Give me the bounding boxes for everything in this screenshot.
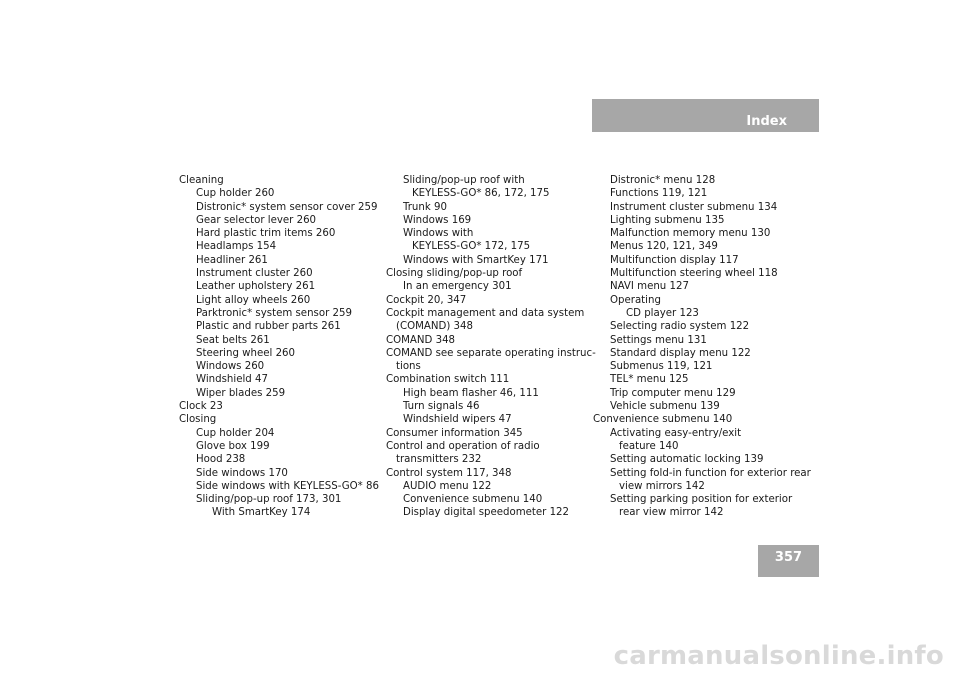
section-title: Index <box>746 114 787 129</box>
index-entry: Combination switch 111 <box>386 374 510 386</box>
index-entry: Closing sliding/pop-up roof <box>386 268 523 280</box>
index-entry: Steering wheel 260 <box>196 347 296 359</box>
index-entry: Instrument cluster submenu 134 <box>610 201 778 213</box>
index-entry: Convenience submenu 140 <box>403 494 543 506</box>
index-entry: Light alloy wheels 260 <box>196 294 311 306</box>
page-number: 357 <box>774 550 803 565</box>
index-entry: Trip computer menu 129 <box>610 387 736 399</box>
index-entry: Setting parking position for exterior <box>610 494 793 506</box>
index-entry: Leather upholstery 261 <box>196 281 316 293</box>
index-entry: Distronic* system sensor cover 259 <box>196 201 378 213</box>
index-entry: Trunk 90 <box>403 201 447 213</box>
index-entry: Windows with <box>403 228 474 240</box>
index-entry: Hood 238 <box>196 454 246 466</box>
index-entry: Submenus 119, 121 <box>610 361 713 373</box>
index-entry: Wiper blades 259 <box>196 387 286 399</box>
index-entry: tions <box>396 361 421 373</box>
index-entry: Multifunction steering wheel 118 <box>610 268 778 280</box>
index-entry: COMAND see separate operating instruc- <box>386 347 596 359</box>
index-entry: Setting fold-in function for exterior rear <box>610 467 811 479</box>
index-entry: Windows 260 <box>196 361 265 373</box>
index-entry: With SmartKey 174 <box>212 507 311 519</box>
index-entry: Cockpit management and data system <box>386 307 585 319</box>
index-entry: Windshield wipers 47 <box>403 414 512 426</box>
index-entry: Display digital speedometer 122 <box>403 507 570 519</box>
index-entry: Vehicle submenu 139 <box>610 401 720 413</box>
index-entry: NAVI menu 127 <box>610 281 689 293</box>
index-entry: Closing <box>179 414 217 426</box>
index-entry: COMAND 348 <box>386 334 456 346</box>
index-entry: Side windows with KEYLESS-GO* 86 <box>196 480 379 492</box>
index-entry: Windows 169 <box>403 214 472 226</box>
index-entry: Side windows 170 <box>196 467 288 479</box>
index-entry: Sliding/pop-up roof 173, 301 <box>196 494 342 506</box>
index-entry: Seat belts 261 <box>196 334 270 346</box>
index-entry: (COMAND) 348 <box>396 321 473 333</box>
index-entry: Turn signals 46 <box>403 401 480 413</box>
index-entry: Clock 23 <box>179 401 223 413</box>
index-entry: Headliner 261 <box>196 254 268 266</box>
index-entry: Selecting radio system 122 <box>610 321 750 333</box>
index-entry: Plastic and rubber parts 261 <box>196 321 341 333</box>
index-entry: Gear selector lever 260 <box>196 214 317 226</box>
index-entry: Control and operation of radio <box>386 440 540 452</box>
section-header-tab <box>592 99 819 132</box>
index-entry: Standard display menu 122 <box>610 347 751 359</box>
index-entry: Cleaning <box>179 175 224 186</box>
index-column-2 <box>386 174 596 520</box>
page-number-tab <box>758 545 819 577</box>
index-entry: Setting automatic locking 139 <box>610 454 764 466</box>
index-entry: Cup holder 204 <box>196 427 275 439</box>
index-entry: feature 140 <box>619 440 679 452</box>
index-entry: Headlamps 154 <box>196 241 277 253</box>
index-entry: Control system 117, 348 <box>386 467 512 479</box>
index-entry: Functions 119, 121 <box>610 188 708 200</box>
index-entry: rear view mirror 142 <box>619 507 724 519</box>
index-entry: Lighting submenu 135 <box>610 214 725 226</box>
index-entry: Distronic* menu 128 <box>610 175 716 186</box>
index-entry: KEYLESS-GO* 86, 172, 175 <box>412 188 550 200</box>
index-entry: Operating <box>610 294 661 306</box>
index-column-1 <box>179 174 389 520</box>
index-entry: TEL* menu 125 <box>610 374 689 386</box>
index-entry: In an emergency 301 <box>403 281 512 293</box>
index-entry: Consumer information 345 <box>386 427 523 439</box>
index-entry: Cockpit 20, 347 <box>386 294 467 306</box>
index-entry: Activating easy-entry/exit <box>610 427 742 439</box>
index-column-3 <box>593 174 811 520</box>
index-entry: KEYLESS-GO* 172, 175 <box>412 241 531 253</box>
index-entry: Settings menu 131 <box>610 334 707 346</box>
index-entry: Windshield 47 <box>196 374 268 386</box>
watermark <box>0 641 960 678</box>
index-entry: CD player 123 <box>626 307 699 319</box>
index-entry: Convenience submenu 140 <box>593 414 733 426</box>
index-entry: Glove box 199 <box>196 440 270 452</box>
index-entry: Multifunction display 117 <box>610 254 739 266</box>
index-entry: Parktronic* system sensor 259 <box>196 307 352 319</box>
index-entry: transmitters 232 <box>396 454 482 466</box>
index-entry: view mirrors 142 <box>619 480 705 492</box>
index-entry: Instrument cluster 260 <box>196 268 313 280</box>
index-entry: Hard plastic trim items 260 <box>196 228 336 240</box>
index-entry: Windows with SmartKey 171 <box>403 254 549 266</box>
index-entry: Menus 120, 121, 349 <box>610 241 718 253</box>
index-entry: High beam flasher 46, 111 <box>403 387 539 399</box>
index-entry: Malfunction memory menu 130 <box>610 228 771 240</box>
index-entry: Cup holder 260 <box>196 188 275 200</box>
index-entry: AUDIO menu 122 <box>403 480 492 492</box>
index-entry: Sliding/pop-up roof with <box>403 175 525 186</box>
watermark-text: carmanualsonline.info <box>613 641 944 671</box>
